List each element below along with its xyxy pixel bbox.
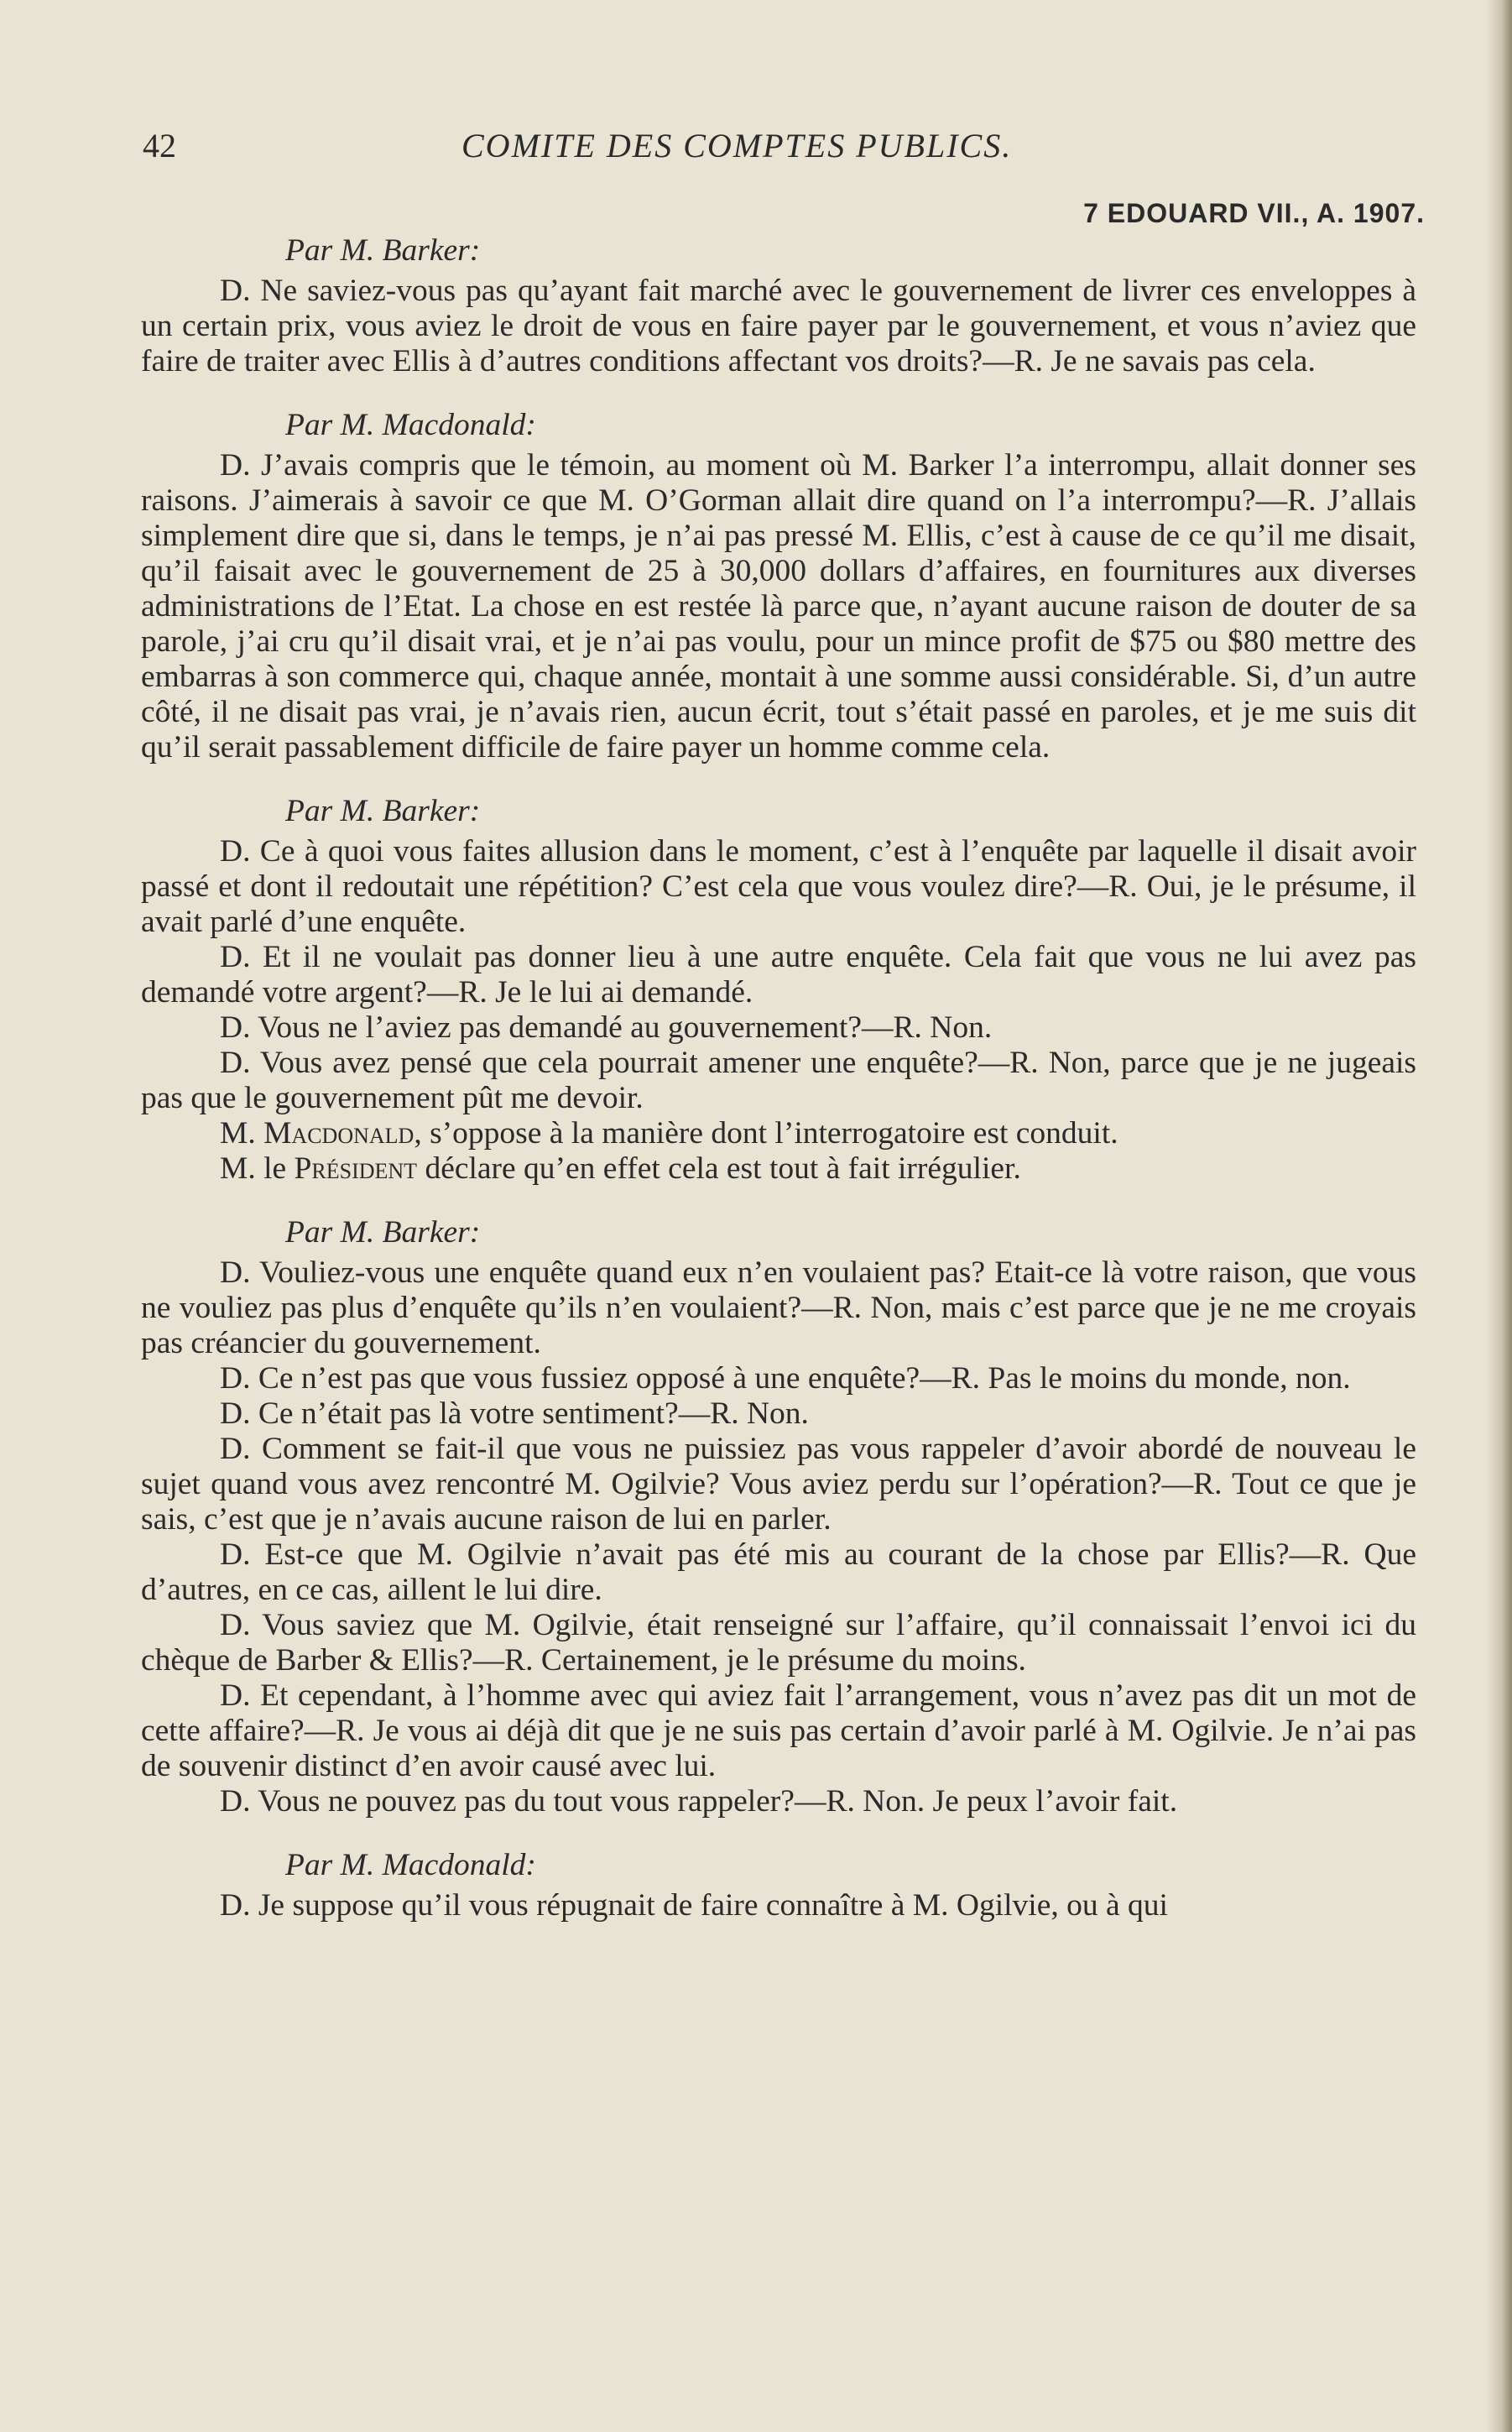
testimony-paragraph: D. Ce n’est pas que vous fussiez opposé à une enquête?—R. Pas le moins du monde, non. [220,1361,1351,1396]
testimony-paragraph: D. J’avais compris que le témoin, au moment où M. Barker l’a interrompu, allait donner ses raisons. J’aimerais à savoir ce que M. O’Gorman allait dire quand on l’a interrompu?—R. J’allais simplement dire que si, dans le temps, je n’ai pas pressé M. Ellis, c’est à cause de ce qu’il me disait, qu’il faisait avec le gouvernement de 25 à 30,000 dollars d’affaires, en fournitures aux diverses administrations de l’Etat. La chose en est restée là parce que, n’ayant aucune raison de douter de sa parole, j’ai cru qu’il disait vrai, et je n’ai pas voulu, pour un mince profit de $75 ou $80 mettre des embarras à son commerce qui, chaque année, montait à une somme aussi considérable. Si, d’un autre côté, il ne disait pas vrai, je n’avais rien, aucun écrit, tout s’était passé en paroles, et je me suis dit qu’il serait passablement difficile de faire payer un homme comme cela. [141,448,1416,765]
document-body [141,233,1416,1923]
page-number: 42 [143,127,176,164]
paragraph-text: déclare qu’en effet cela est tout à fait irrégulier. [417,1151,1021,1186]
speaker-heading: Par M. Barker: [285,233,481,268]
edition-line: 7 EDOUARD VII., A. 1907. [1083,198,1425,228]
testimony-paragraph: D. Comment se fait-il que vous ne puissiez pas vous rappeler d’avoir abordé de nouveau le sujet quand vous avez rencontré M. Ogilvie? Vous aviez perdu sur l’opération?—R. Tout ce que je sais, c’est que je n’avais aucune raison de lui en parler. [141,1432,1416,1537]
page-header [143,126,1410,176]
testimony-paragraph: D. Ce n’était pas là votre sentiment?—R. Non. [220,1396,809,1431]
paragraph-text: , s’oppose à la manière dont l’interrogatoire est conduit. [414,1116,1118,1151]
testimony-paragraph: D. Vouliez-vous une enquête quand eux n’en voulaient pas? Etait-ce là votre raison, que vous ne vouliez pas plus d’enquête qu’ils n’en voulaient?—R. Non, mais c’est parce que je ne me croyais pas créancier du gouvernement. [141,1255,1416,1360]
testimony-paragraph [141,1151,1416,1187]
speaker-heading: Par M. Macdonald: [285,1848,536,1882]
testimony-paragraph: D. Est-ce que M. Ogilvie n’avait pas été mis au courant de la chose par Ellis?—R. Que d’autres, en ce cas, aillent le lui dire. [141,1537,1416,1607]
testimony-paragraph: D. Vous avez pensé que cela pourrait amener une enquête?—R. Non, parce que je ne jugeais pas que le gouvernement pût me devoir. [141,1046,1416,1115]
testimony-paragraph [141,1116,1416,1151]
testimony-paragraph: D. Et il ne voulait pas donner lieu à une autre enquête. Cela fait que vous ne lui avez pas demandé votre argent?—R. Je le lui ai demandé. [141,940,1416,1010]
paragraph-prefix: M. [220,1116,264,1151]
paragraph-prefix: M. le [220,1151,295,1186]
speaker-name: Macdonald [263,1116,414,1151]
testimony-paragraph: D. Vous saviez que M. Ogilvie, était renseigné sur l’affaire, qu’il connaissait l’envoi ici du chèque de Barber & Ellis?—R. Certainement, je le présume du moins. [141,1608,1416,1678]
speaker-heading: Par M. Barker: [285,794,481,828]
running-title: COMITE DES COMPTES PUBLICS. [461,127,1013,164]
testimony-paragraph: D. Je suppose qu’il vous répugnait de faire connaître à M. Ogilvie, ou à qui [220,1888,1168,1923]
testimony-paragraph: D. Vous ne pouvez pas du tout vous rappeler?—R. Non. Je peux l’avoir fait. [220,1784,1178,1819]
speaker-heading: Par M. Macdonald: [285,408,536,442]
speaker-name: Président [294,1151,418,1186]
testimony-paragraph: D. Ne saviez-vous pas qu’ayant fait marché avec le gouvernement de livrer ces enveloppes à un certain prix, vous aviez le droit de vous en faire payer par le gouvernement, et vous n’aviez que faire de traiter avec Ellis à d’autres conditions affectant vos droits?—R. Je ne savais pas cela. [141,274,1416,378]
testimony-paragraph: D. Et cependant, à l’homme avec qui aviez fait l’arrangement, vous n’avez pas dit un mot de cette affaire?—R. Je vous ai déjà dit que je ne suis pas certain d’avoir parlé à M. Ogilvie. Je n’ai pas de souvenir distinct d’en avoir causé avec lui. [141,1678,1416,1783]
testimony-paragraph: D. Ce à quoi vous faites allusion dans le moment, c’est à l’enquête par laquelle il disait avoir passé et dont il redoutait une répétition? C’est cela que vous voulez dire?—R. Oui, je le présume, il avait parlé d’une enquête. [141,834,1416,939]
page-edge-shadow [1487,0,1512,2432]
testimony-paragraph: D. Vous ne l’aviez pas demandé au gouvernement?—R. Non. [220,1010,993,1045]
speaker-heading: Par M. Barker: [285,1215,481,1250]
